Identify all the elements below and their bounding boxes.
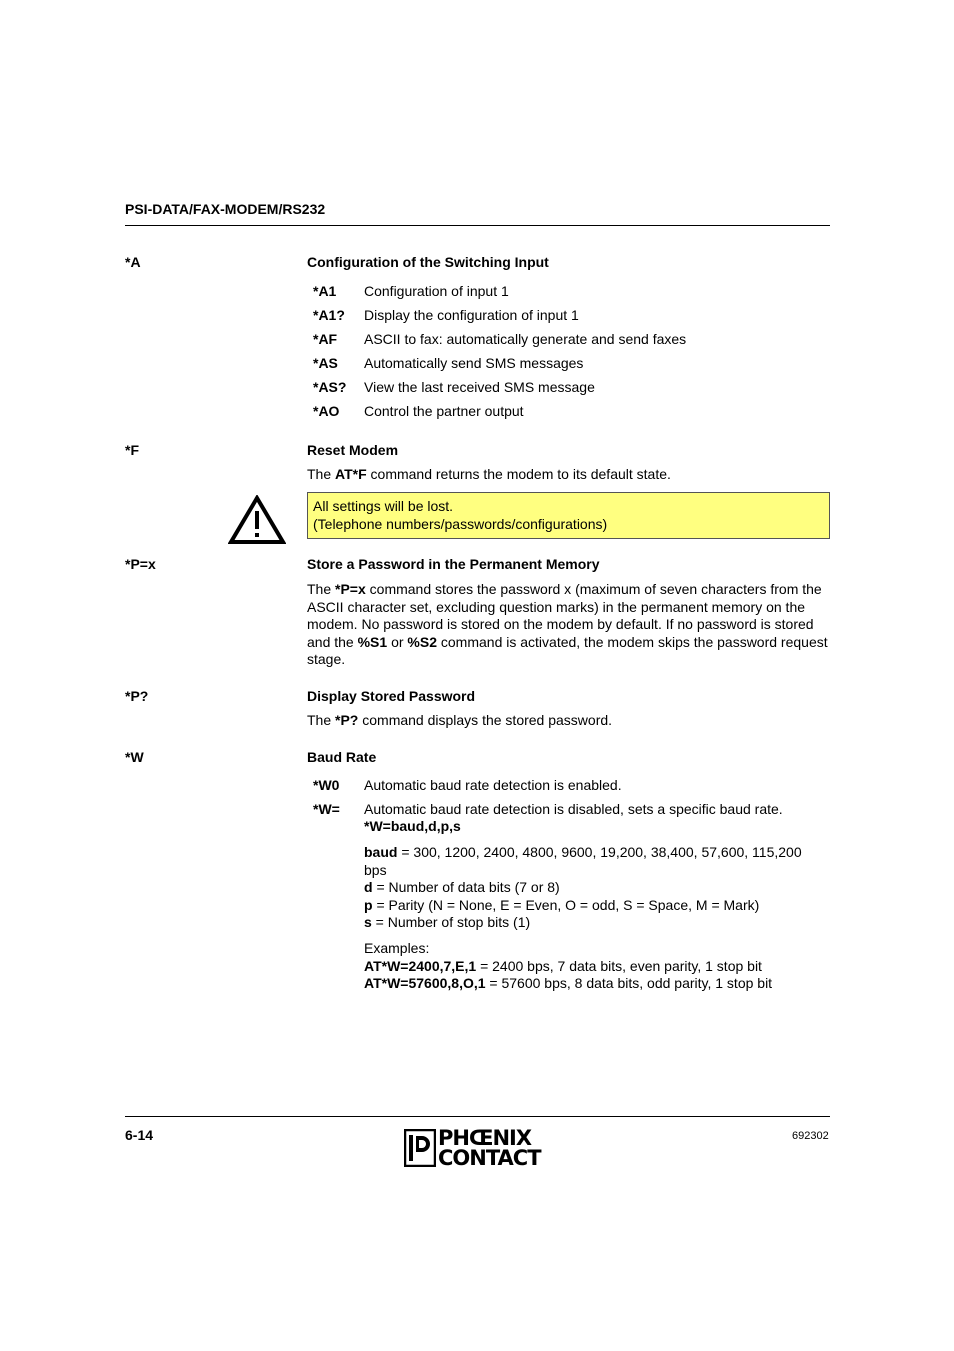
subcommand-desc: Configuration of input 1 [364, 283, 509, 299]
warning-line: (Telephone numbers/passwords/configurations) [313, 516, 608, 532]
subcommand-code: *AS? [313, 379, 347, 395]
subcommand-desc: Automatically send SMS messages [364, 355, 584, 371]
reset-modem-text: The AT*F command returns the modem to its default state. [307, 466, 671, 482]
command-code-p-query: *P? [125, 688, 149, 704]
param-line: baud = 300, 1200, 2400, 4800, 9600, 19,200, 38,400, 57,600, 115,200 bps [364, 844, 802, 878]
heading-baud-rate: Baud Rate [307, 749, 377, 765]
document-title: PSI-DATA/FAX-MODEM/RS232 [125, 201, 326, 217]
subcommand-desc: Automatic baud rate detection is disabled, sets a specific baud rate. [364, 801, 783, 817]
subcommand-code: *A1 [313, 283, 337, 299]
warning-box [307, 492, 830, 539]
param-line: s = Number of stop bits (1) [364, 914, 531, 931]
page-number: 6-14 [125, 1127, 154, 1143]
subcommand-desc: View the last received SMS message [364, 379, 595, 395]
logo-text-line: CONTACT [438, 1146, 541, 1170]
phoenix-contact-logo [404, 1127, 552, 1169]
subcommand-desc: ASCII to fax: automatically generate and send faxes [364, 331, 687, 347]
baud-examples [364, 940, 804, 993]
warning-triangle-icon [228, 495, 286, 545]
heading-store-password: Store a Password in the Permanent Memory [307, 556, 600, 572]
subcommand-code: *AO [313, 403, 340, 419]
subcommand-code: *W= [313, 801, 340, 817]
baud-syntax: *W=baud,d,p,s [364, 818, 461, 834]
phoenix-contact-logo-icon [404, 1129, 436, 1167]
example-line: AT*W=57600,8,O,1 = 57600 bps, 8 data bits, odd parity, 1 stop bit [364, 975, 773, 992]
subcommand-desc: Display the configuration of input 1 [364, 307, 579, 323]
header-rule [125, 225, 830, 226]
examples-label: Examples: [364, 940, 430, 956]
footer-rule [125, 1116, 830, 1117]
example-line: AT*W=2400,7,E,1 = 2400 bps, 7 data bits, even parity, 1 stop bit [364, 957, 762, 974]
command-code-a: *A [125, 254, 141, 270]
display-password-text: The *P? command displays the stored password. [307, 712, 613, 728]
store-password-text: The *P=x command stores the password x (maximum of seven characters from the ASCII character set, excluding question marks) in the permanent memory on the modem. No password is stored on the modem by default. If no password is stored and the %S1 or %S2 command is activated, the modem skips the password request stage. [307, 581, 828, 668]
subcommand-code: *AS [313, 355, 338, 371]
command-code-w: *W [125, 749, 144, 765]
param-line: p = Parity (N = None, E = Even, O = odd, S = Space, M = Mark) [364, 896, 760, 913]
subcommand-desc: Control the partner output [364, 403, 524, 419]
heading-display-password: Display Stored Password [307, 688, 476, 704]
param-line: d = Number of data bits (7 or 8) [364, 879, 560, 896]
heading-switching-input: Configuration of the Switching Input [307, 254, 549, 270]
command-code-f: *F [125, 442, 139, 458]
warning-line: All settings will be lost. [313, 498, 454, 514]
subcommand-code: *A1? [313, 307, 345, 323]
subcommand-desc: Automatic baud rate detection is enabled. [364, 777, 622, 793]
subcommand-code: *W0 [313, 777, 340, 793]
heading-reset-modem: Reset Modem [307, 442, 399, 458]
command-code-p: *P=x [125, 556, 156, 572]
logo-text-line: PHŒNIX [438, 1126, 532, 1150]
subcommand-code: *AF [313, 331, 338, 347]
document-number: 692302 [792, 1130, 829, 1142]
baud-parameters [364, 844, 804, 932]
